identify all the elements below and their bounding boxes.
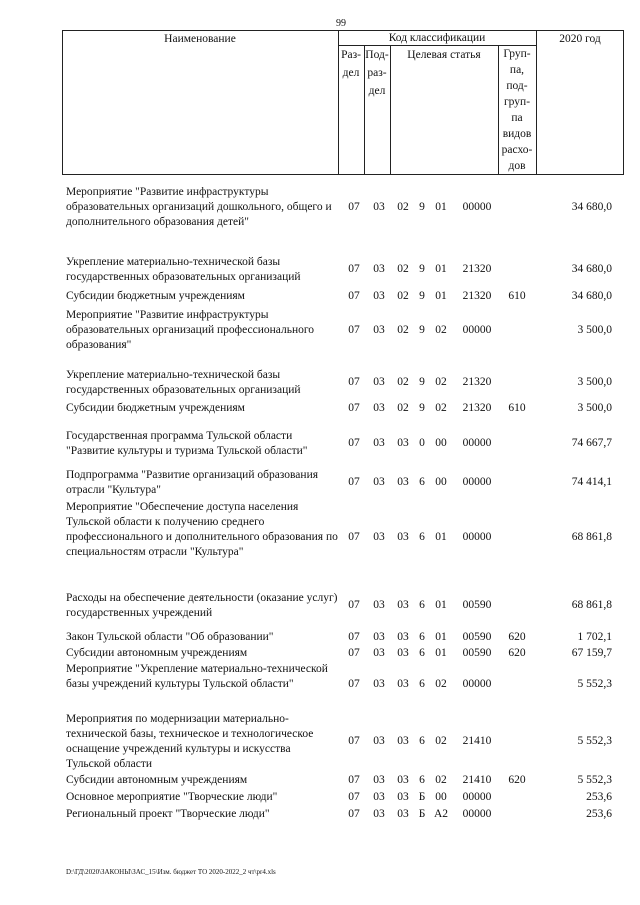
row-code-c: 01 [435,201,447,213]
row-code-p: 03 [373,735,385,747]
header-year: 2020 год [559,33,601,45]
row-code-b: 9 [419,376,425,388]
row-code-p: 03 [373,808,385,820]
header-gruppa: Груп- па, под- груп- па видов расхо- дов [501,48,533,172]
row-code-c: 02 [435,678,447,690]
row-code-a: 03 [397,437,409,449]
row-code-r: 07 [348,791,360,803]
row-code-b: Б [418,808,426,820]
row-name: Укрепление материально-технической базы государственных образовательных организаций [66,369,301,396]
row-code-a: 03 [397,808,409,820]
row-code-b: 9 [419,290,425,302]
row-code-d: 00590 [462,647,492,659]
row-code-p: 03 [373,263,385,275]
row-amount: 5 552,3 [577,678,612,690]
row-name: Укрепление материально-технической базы государственных образовательных организаций [66,256,301,283]
row-code-d: 00000 [462,324,492,336]
row-amount: 253,6 [586,791,612,803]
row-code-d: 00590 [462,599,492,611]
row-code-p: 03 [373,647,385,659]
row-code-d: 21320 [462,263,492,275]
row-code-a: 03 [397,735,409,747]
row-code-b: 6 [419,599,425,611]
row-name: Субсидии автономным учреждениям [66,774,248,786]
row-code-p: 03 [373,437,385,449]
row-amount: 1 702,1 [577,631,612,643]
row-code-a: 03 [397,774,409,786]
row-code-g: 620 [508,647,526,659]
row-code-d: 00000 [462,808,492,820]
row-code-a: 03 [397,791,409,803]
row-amount: 34 680,0 [571,263,612,275]
row-code-a: 03 [397,678,409,690]
row-code-c: 00 [435,437,447,449]
row-code-r: 07 [348,437,360,449]
row-code-g: 610 [508,402,526,414]
row-amount: 253,6 [586,808,612,820]
row-code-p: 03 [373,376,385,388]
file-path-footer: D:\ГД\2020\ЗАКОНЫ\ЗАС_15\Изм. бюджет ТО 2020-2022_2 чт\pr4.xls [66,868,276,876]
row-code-b: 6 [419,774,425,786]
header-podrazdel: Под- раз- дел [365,49,389,97]
row-code-a: 03 [397,476,409,488]
row-amount: 3 500,0 [577,324,612,336]
row-code-b: 0 [419,437,425,449]
row-code-b: 9 [419,324,425,336]
row-code-r: 07 [348,290,360,302]
row-code-c: 02 [435,376,447,388]
header-code-group: Код классификации [388,32,486,44]
row-code-c: 01 [435,599,447,611]
row-code-r: 07 [348,201,360,213]
row-code-r: 07 [348,631,360,643]
row-code-b: 6 [419,631,425,643]
row-code-r: 07 [348,531,360,543]
row-code-b: 9 [419,402,425,414]
row-code-r: 07 [348,735,360,747]
row-code-r: 07 [348,599,360,611]
row-code-b: 6 [419,678,425,690]
row-name: Государственная программа Тульской области "Развитие культуры и туризма Тульской области" [66,430,308,457]
row-name: Субсидии автономным учреждениям [66,647,248,659]
row-code-d: 00000 [462,531,492,543]
row-amount: 74 414,1 [571,476,612,488]
row-name: Расходы на обеспечение деятельности (оказание услуг) государственных учреждений [66,592,338,619]
row-code-a: 03 [397,631,409,643]
row-code-p: 03 [373,599,385,611]
row-amount: 67 159,7 [571,647,612,659]
row-amount: 3 500,0 [577,402,612,414]
row-code-b: 6 [419,735,425,747]
row-code-a: 02 [397,376,409,388]
row-code-b: Б [418,791,426,803]
row-name: Мероприятие "Развитие инфраструктуры образовательных организаций дошкольного, общего и дополнительного образования детей" [66,186,332,228]
row-amount: 34 680,0 [571,201,612,213]
row-code-g: 620 [508,774,526,786]
row-code-a: 02 [397,290,409,302]
row-code-a: 02 [397,201,409,213]
row-name: Подпрограмма "Развитие организаций образования отрасли "Культура" [66,469,319,496]
row-code-g: 620 [508,631,526,643]
row-code-r: 07 [348,476,360,488]
row-code-r: 07 [348,263,360,275]
row-code-b: 9 [419,263,425,275]
table-header [62,30,624,175]
row-code-d: 00000 [462,437,492,449]
row-code-c: 02 [435,324,447,336]
row-amount: 3 500,0 [577,376,612,388]
row-code-r: 07 [348,647,360,659]
row-code-c: А2 [433,808,449,820]
row-code-r: 07 [348,402,360,414]
row-code-b: 6 [419,531,425,543]
row-name: Мероприятия по модернизации материально-технической базы, техническое и технологическое оснащение учреждений культуры и искусства Тульской области [66,713,314,770]
row-code-c: 00 [435,476,447,488]
row-code-r: 07 [348,774,360,786]
row-code-p: 03 [373,476,385,488]
row-code-p: 03 [373,791,385,803]
row-code-g: 610 [508,290,526,302]
row-code-p: 03 [373,290,385,302]
row-code-d: 21410 [462,735,492,747]
row-code-r: 07 [348,376,360,388]
row-code-d: 00000 [462,201,492,213]
row-code-b: 9 [419,201,425,213]
row-code-c: 01 [435,263,447,275]
row-name: Региональный проект "Творческие люди" [66,808,270,820]
row-code-c: 01 [435,631,447,643]
row-code-c: 00 [435,791,447,803]
header-celevaya: Целевая статья [407,49,481,61]
row-code-d: 00000 [462,476,492,488]
page-number: 99 [336,18,346,29]
row-code-d: 00000 [462,791,492,803]
header-name: Наименование [164,33,236,45]
row-code-c: 02 [435,402,447,414]
row-code-a: 02 [397,263,409,275]
row-code-a: 03 [397,531,409,543]
row-code-d: 00000 [462,678,492,690]
row-code-a: 03 [397,647,409,659]
row-name: Закон Тульской области "Об образовании" [66,631,274,643]
row-name: Основное мероприятие "Творческие люди" [66,791,278,803]
row-amount: 74 667,7 [571,437,612,449]
row-code-p: 03 [373,631,385,643]
row-code-a: 03 [397,599,409,611]
row-code-p: 03 [373,324,385,336]
row-code-p: 03 [373,402,385,414]
row-code-p: 03 [373,774,385,786]
row-code-p: 03 [373,531,385,543]
row-code-c: 01 [435,531,447,543]
row-code-b: 6 [419,476,425,488]
row-code-a: 02 [397,324,409,336]
row-code-r: 07 [348,808,360,820]
row-code-c: 01 [435,290,447,302]
header-razdel: Раз- дел [341,49,361,79]
row-name: Мероприятие "Обеспечение доступа населения Тульской области к получению среднего профессионального и дополнительного образования по специальностям отрасли "Культура" [66,501,338,558]
row-code-d: 21320 [462,402,492,414]
row-amount: 5 552,3 [577,735,612,747]
row-amount: 5 552,3 [577,774,612,786]
row-code-d: 21320 [462,376,492,388]
row-amount: 68 861,8 [571,531,612,543]
row-code-r: 07 [348,678,360,690]
row-code-b: 6 [419,647,425,659]
row-code-c: 02 [435,735,447,747]
row-code-r: 07 [348,324,360,336]
row-code-a: 02 [397,402,409,414]
row-code-d: 00590 [462,631,492,643]
row-code-d: 21320 [462,290,492,302]
row-name: Мероприятие "Развитие инфраструктуры образовательных организаций профессионального образования" [66,309,315,351]
row-code-p: 03 [373,678,385,690]
row-amount: 34 680,0 [571,290,612,302]
row-amount: 68 861,8 [571,599,612,611]
row-code-p: 03 [373,201,385,213]
row-name: Субсидии бюджетным учреждениям [66,402,245,414]
row-code-c: 01 [435,647,447,659]
row-code-d: 21410 [462,774,492,786]
row-name: Мероприятие "Укрепление материально-технической базы учреждений культуры Тульской области" [66,663,328,690]
row-code-c: 02 [435,774,447,786]
row-name: Субсидии бюджетным учреждениям [66,290,245,302]
